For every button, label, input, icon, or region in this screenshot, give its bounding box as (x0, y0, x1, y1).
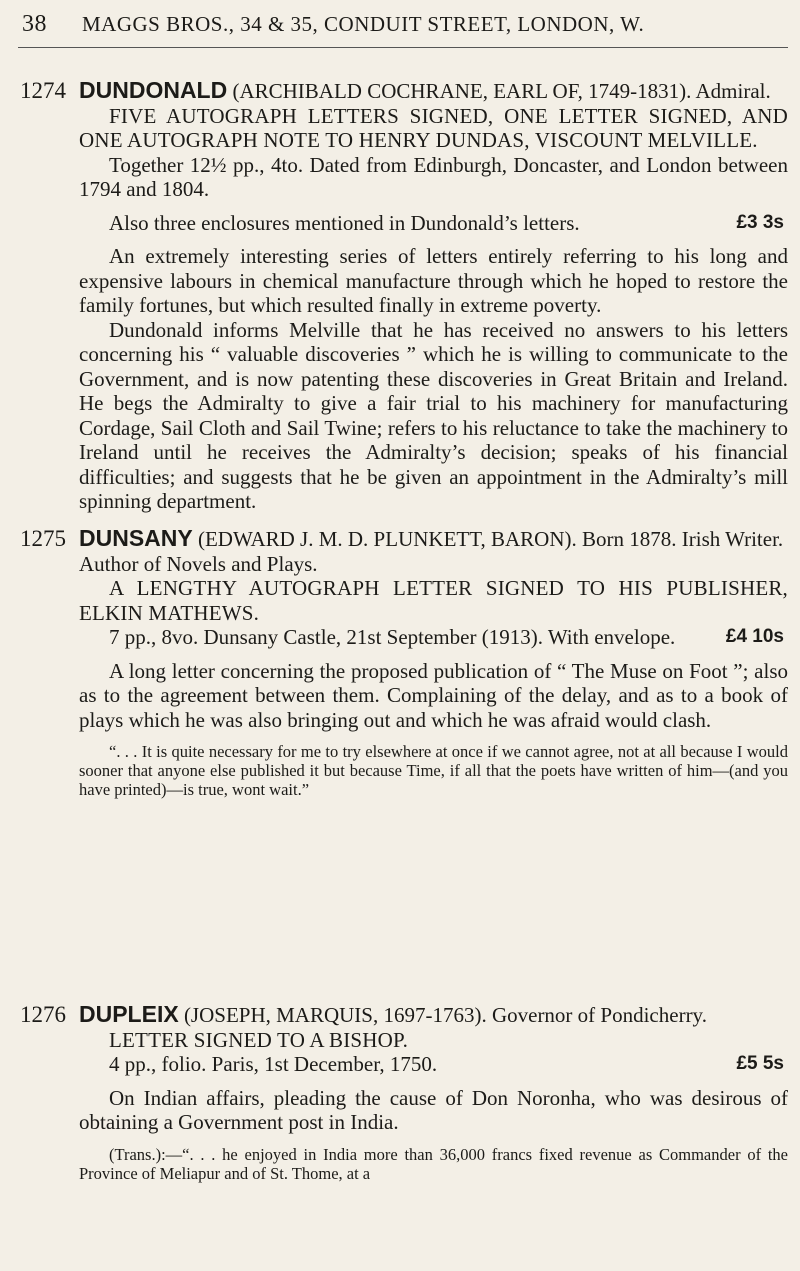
lot-number: 1274 (20, 78, 66, 103)
lot-1274 (20, 78, 788, 514)
lot-paragraph: A long letter concerning the proposed publication of “ The Muse on Foot ”; also as to the agreement between them. Complaining of the delay, and as to a book of plays which he was also bringing out and which he was afraid would clash. (79, 658, 788, 732)
lot-price: £5 5s (736, 1053, 784, 1074)
lot-heading (79, 526, 788, 576)
header-rule (18, 47, 788, 48)
lot-details: Together 12½ pp., 4to. Dated from Edinburgh, Doncaster, and London between 1794 and 1804. (79, 152, 788, 201)
lot-1276 (20, 1002, 788, 1183)
lot-title: FIVE AUTOGRAPH LETTERS SIGNED, ONE LETTER SIGNED, AND ONE AUTOGRAPH NOTE TO HENRY DUNDAS, VISCOUNT MELVILLE. (79, 103, 788, 152)
running-header: MAGGS BROS., 34 & 35, CONDUIT STREET, LONDON, W. (82, 11, 645, 36)
lot-name: DUNDONALD (79, 77, 228, 103)
page-number: 38 (22, 10, 47, 37)
lot-number: 1276 (20, 1002, 66, 1027)
lot-details: 7 pp., 8vo. Dunsany Castle, 21st September (1913). With envelope. £4 10s (79, 625, 788, 650)
lot-heading (79, 1002, 788, 1028)
lot-name: DUNSANY (79, 525, 193, 551)
lot-heading (79, 78, 788, 104)
lot-paragraph: On Indian affairs, pleading the cause of Don Noronha, who was desirous of obtaining a Government post in India. (79, 1085, 788, 1134)
lot-heading-rest: (EDWARD J. M. D. PLUNKETT, BARON). Born 1878. Irish Writer. Author of Novels and Plays. (79, 527, 784, 576)
lot-number: 1275 (20, 526, 66, 551)
lot-name: DUPLEIX (79, 1001, 179, 1027)
lot-1275 (20, 526, 788, 799)
lot-quote: “. . . It is quite necessary for me to try elsewhere at once if we cannot agree, not at all because I would sooner that anyone else published it but because Time, if all that the poets have written of him—(and you have printed)—is true, wont wait.” (79, 742, 788, 799)
lot-paragraph: Dundonald informs Melville that he has received no answers to his letters concerning his “ valuable discoveries ” which he is willing to communicate to the Government, and is now patenting these discoveries in Great Britain and Ireland. He begs the Admiralty to give a fair trial to his machinery for manufacturing Cordage, Sail Cloth and Sail Twine; refers to his reluctance to take the machinery to Ireland until he receives the Admiralty’s decision; speaks of his financial difficulties; and suggests that he be given an appointment in the Admiralty’s mill spinning department. (79, 317, 788, 513)
lot-title: LETTER SIGNED TO A BISHOP. (109, 1027, 409, 1052)
lot-details-2: £3 3s Also three enclosures mentioned in Dundonald’s letters. (79, 211, 788, 236)
lot-quote: (Trans.):—“. . . he enjoyed in India more than 36,000 francs fixed revenue as Commander of the Province of Meliapur and of St. Thome, at a (79, 1144, 788, 1183)
lot-title: A LENGTHY AUTOGRAPH LETTER SIGNED TO HIS PUBLISHER, ELKIN MATHEWS. (79, 576, 788, 625)
page-header (22, 4, 782, 44)
lot-details: £5 5s 4 pp., folio. Paris, 1st December, 1750. (79, 1052, 788, 1077)
lot-price: £4 10s (725, 626, 784, 647)
lot-heading-rest: (ARCHIBALD COCHRANE, EARL OF, 1749-1831). Admiral. (232, 79, 771, 103)
lot-heading-rest: (JOSEPH, MARQUIS, 1697-1763). Governor of Pondicherry. (183, 1003, 707, 1027)
lot-price: £3 3s (736, 211, 784, 233)
lot-paragraph: An extremely interesting series of letters entirely referring to his long and expensive labours in chemical manufacture through which he hoped to restore the family fortunes, but which resulted finally in extreme poverty. (79, 244, 788, 317)
